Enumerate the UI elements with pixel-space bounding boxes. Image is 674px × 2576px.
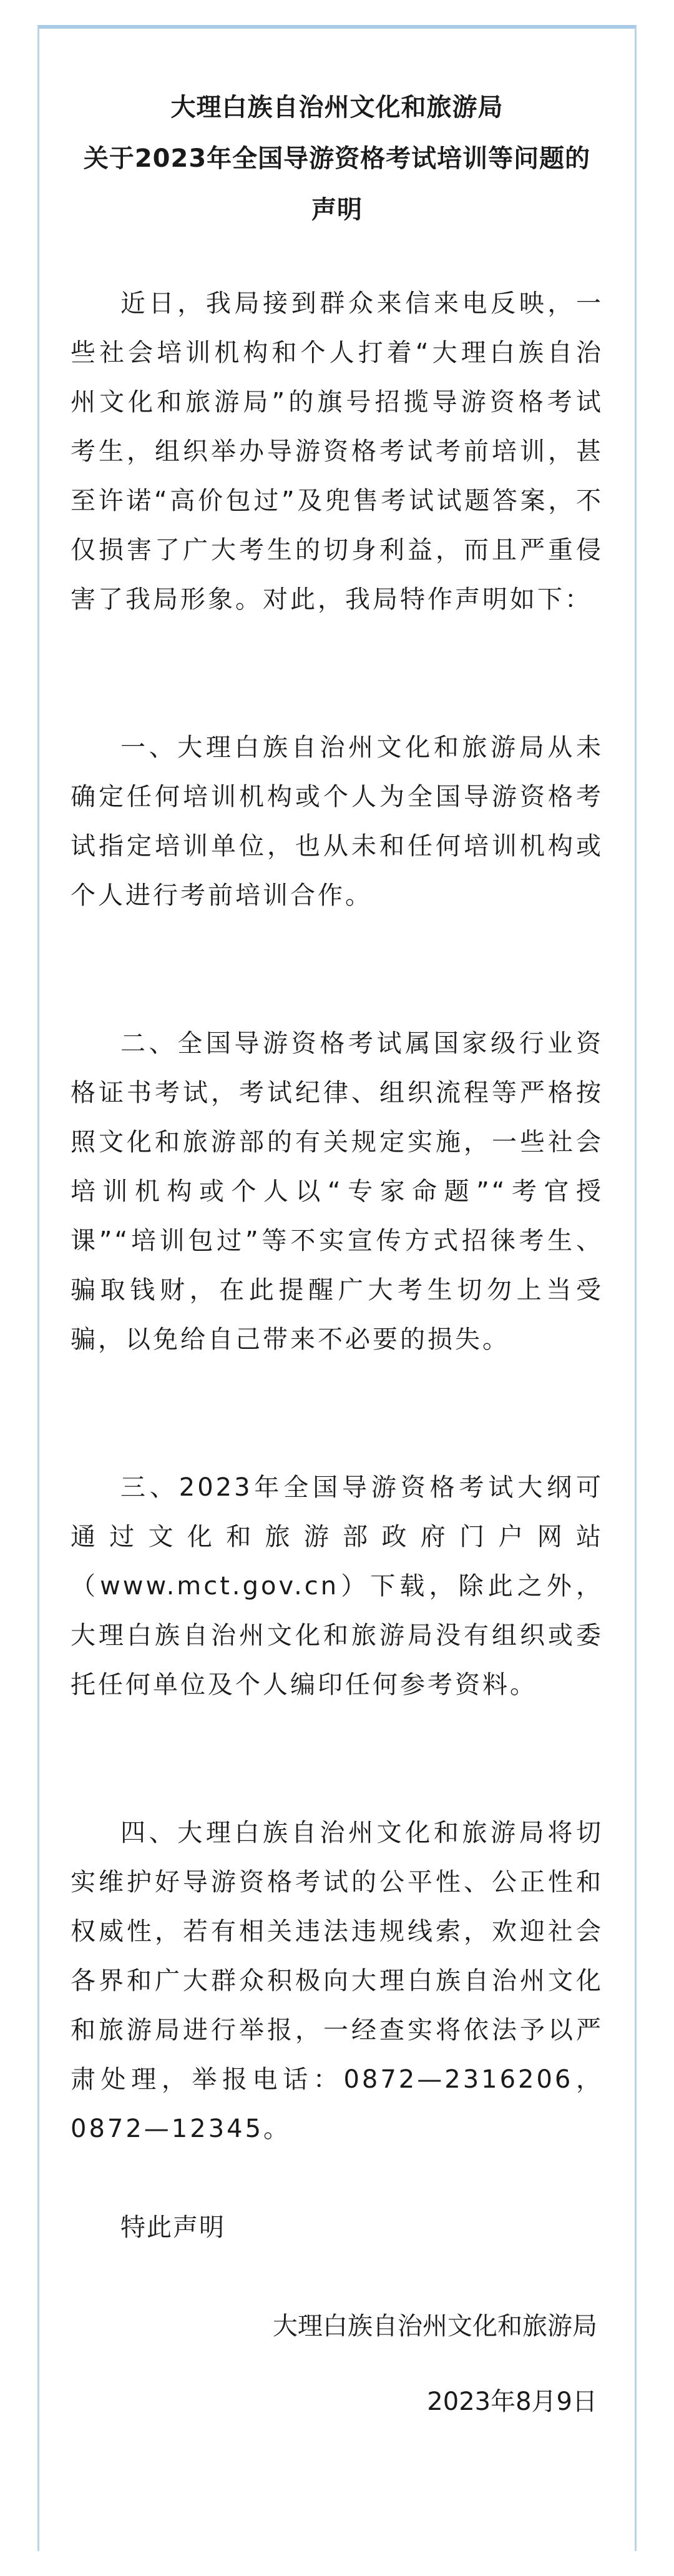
paragraph-spacer [71, 2351, 603, 2377]
closing-statement: 特此声明 [120, 2213, 225, 2242]
paragraph-spacer [71, 2253, 603, 2302]
paragraph-spacer [71, 920, 603, 1019]
statement-item-2: 二、全国导游资格考试属国家级行业资格证书考试，考试纪律、组织流程等严格按照文化和旅游部的有关规定实施，一些社会培训机构或个人以“专家命题”“考官授课”“培训包过”等不实宣传方式招徕考生、骗取钱财，在此提醒广大考生切勿上当受骗，以免给自己带来不必要的损失。 [71, 1029, 603, 1354]
document-frame [37, 25, 637, 2551]
intro-paragraph: 近日，我局接到群众来信来电反映，一些社会培训机构和个人打着“大理白族自治州文化和旅游局”的旗号招揽导游资格考试考生，组织举办导游资格考试考前培训，甚至许诺“高价包过”及兜售考试试题答案，不仅损害了广大考生的切身利益，而且严重侵害了我局形象。对此，我局特作声明如下： [71, 289, 603, 614]
title-line-2: 关于2023年全国导游资格考试培训等问题的 [83, 144, 591, 173]
paragraph-spacer [71, 1364, 603, 1463]
issue-date: 2023年8月9日 [427, 2387, 597, 2416]
document-title [39, 82, 635, 235]
paragraph-spacer [71, 1710, 603, 1809]
paragraph-spacer [71, 624, 603, 723]
statement-item-1: 一、大理白族自治州文化和旅游局从未确定任何培训机构或个人为全国导游资格考试指定培训单位，也从未和任何培训机构或个人进行考前培训合作。 [71, 733, 603, 910]
paragraph-spacer [71, 2154, 603, 2203]
statement-item-3: 三、2023年全国导游资格考试大纲可通过文化和旅游部政府门户网站（www.mct.gov.cn）下载，除此之外，大理白族自治州文化和旅游局没有组织或委托任何单位及个人编印任何参考资料。 [71, 1473, 603, 1699]
issuer-signature: 大理白族自治州文化和旅游局 [273, 2312, 597, 2341]
title-line-1: 大理白族自治州文化和旅游局 [170, 93, 504, 122]
title-line-3: 声明 [311, 195, 363, 224]
statement-item-4: 四、大理白族自治州文化和旅游局将切实维护好导游资格考试的公平性、公正性和权威性，若有相关违法违规线索，欢迎社会各界和广大群众积极向大理白族自治州文化和旅游局进行举报，一经查实将依法予以严肃处理，举报电话：0872—2316206，0872—12345。 [71, 1818, 603, 2143]
document-body [39, 279, 635, 2427]
